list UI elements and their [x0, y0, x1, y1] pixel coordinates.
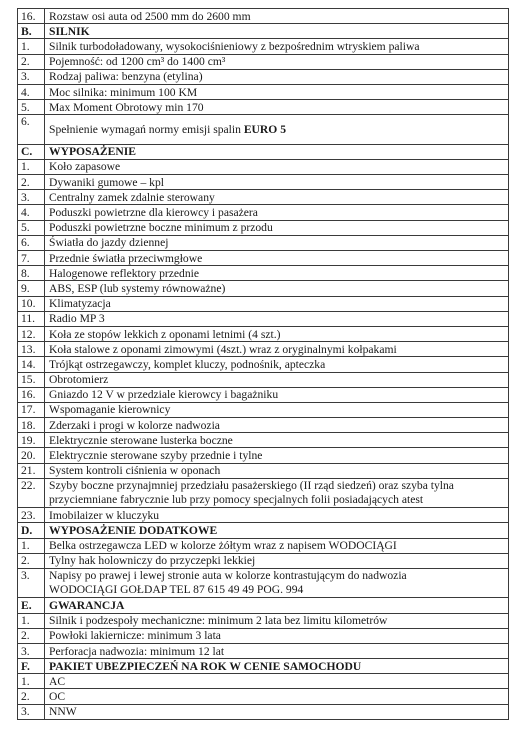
- table-row: [18, 372, 509, 387]
- table-row: [18, 69, 509, 84]
- table-row: [18, 508, 509, 523]
- table-row: [18, 463, 509, 478]
- row-description: Klimatyzacja: [45, 296, 509, 311]
- table-row: [18, 433, 509, 448]
- row-number: 15.: [18, 372, 45, 387]
- section-letter: C.: [18, 144, 45, 159]
- row-description: Koło zapasowe: [45, 159, 509, 174]
- row-number: 17.: [18, 402, 45, 417]
- row-number: 21.: [18, 463, 45, 478]
- section-letter: D.: [18, 523, 45, 538]
- section-header-row: [18, 659, 509, 674]
- row-description: Perforacja nadwozia: minimum 12 lat: [45, 643, 509, 658]
- row-number: 3.: [18, 568, 45, 597]
- table-row: [18, 175, 509, 190]
- table-row: [18, 448, 509, 463]
- row-description: [45, 568, 509, 597]
- row-number: 7.: [18, 251, 45, 266]
- row-number: 9.: [18, 281, 45, 296]
- row-description: NNW: [45, 704, 509, 719]
- row-number: 3.: [18, 643, 45, 658]
- section-header-row: [18, 24, 509, 39]
- section-letter: B.: [18, 24, 45, 39]
- row-description: Gniazdo 12 V w przedziale kierowcy i bagażniku: [45, 387, 509, 402]
- table-row: [18, 296, 509, 311]
- row-description: Radio MP 3: [45, 311, 509, 326]
- row-number: 1.: [18, 39, 45, 54]
- table-row: [18, 100, 509, 115]
- table-row: [18, 9, 509, 24]
- row-description: Zderzaki i progi w kolorze nadwozia: [45, 418, 509, 433]
- table-row: [18, 628, 509, 643]
- row-description: Belka ostrzegawcza LED w kolorze żółtym wraz z napisem WODOCIĄGI: [45, 538, 509, 553]
- table-row: [18, 643, 509, 658]
- table-row: [18, 311, 509, 326]
- row-number: 16.: [18, 9, 45, 24]
- row-number: 18.: [18, 418, 45, 433]
- description-line: Napisy po prawej i lewej stronie auta w kolorze kontrastującym do nadwozia: [49, 568, 407, 582]
- row-number: 3.: [18, 69, 45, 84]
- section-title: WYPOSAŻENIE DODATKOWE: [45, 523, 509, 538]
- table-row: [18, 190, 509, 205]
- section-header-row: [18, 523, 509, 538]
- table-row: [18, 84, 509, 99]
- row-description: Wspomaganie kierownicy: [45, 402, 509, 417]
- row-description: [45, 115, 509, 144]
- specification-table-body: [18, 9, 509, 720]
- row-number: 2.: [18, 628, 45, 643]
- row-description: Koła stalowe z oponami zimowymi (4szt.) wraz z oryginalnymi kołpakami: [45, 342, 509, 357]
- row-description: Centralny zamek zdalnie sterowany: [45, 190, 509, 205]
- row-number: 1.: [18, 613, 45, 628]
- row-number: 2.: [18, 689, 45, 704]
- row-number: 13.: [18, 342, 45, 357]
- row-description: AC: [45, 674, 509, 689]
- table-row: [18, 357, 509, 372]
- row-number: 23.: [18, 508, 45, 523]
- table-row: [18, 478, 509, 507]
- table-row: [18, 568, 509, 597]
- table-row: [18, 538, 509, 553]
- row-description: Imobilaizer w kluczyku: [45, 508, 509, 523]
- row-description: Światła do jazdy dziennej: [45, 235, 509, 250]
- table-row: [18, 613, 509, 628]
- row-number: 20.: [18, 448, 45, 463]
- section-letter: F.: [18, 659, 45, 674]
- row-description: Halogenowe reflektory przednie: [45, 266, 509, 281]
- row-description: System kontroli ciśnienia w oponach: [45, 463, 509, 478]
- specification-table: [17, 8, 509, 720]
- table-row: [18, 553, 509, 568]
- description-line: Szyby boczne przynajmniej przedziału pasażerskiego (II rząd siedzeń) oraz szyba tylna: [49, 478, 454, 492]
- section-title: WYPOSAŻENIE: [45, 144, 509, 159]
- row-number: 12.: [18, 326, 45, 341]
- table-row: [18, 220, 509, 235]
- row-number: 8.: [18, 266, 45, 281]
- table-row: [18, 326, 509, 341]
- section-title: PAKIET UBEZPIECZEŃ NA ROK W CENIE SAMOCHODU: [45, 659, 509, 674]
- row-description: Rozstaw osi auta od 2500 mm do 2600 mm: [45, 9, 509, 24]
- description-line: WODOCIĄGI GOŁDAP TEL 87 615 49 49 POG. 994: [49, 582, 304, 596]
- section-header-row: [18, 144, 509, 159]
- row-number: 2.: [18, 553, 45, 568]
- row-description: [45, 478, 509, 507]
- row-description: Trójkąt ostrzegawczy, komplet kluczy, podnośnik, apteczka: [45, 357, 509, 372]
- row-number: 11.: [18, 311, 45, 326]
- section-header-row: [18, 598, 509, 613]
- row-description: Poduszki powietrzne boczne minimum z przodu: [45, 220, 509, 235]
- row-description: Rodzaj paliwa: benzyna (etylina): [45, 69, 509, 84]
- section-title: GWARANCJA: [45, 598, 509, 613]
- table-row: [18, 387, 509, 402]
- row-number: 16.: [18, 387, 45, 402]
- row-description: Dywaniki gumowe – kpl: [45, 175, 509, 190]
- section-letter: E.: [18, 598, 45, 613]
- table-row: [18, 115, 509, 144]
- row-number: 6.: [18, 235, 45, 250]
- row-number: 1.: [18, 538, 45, 553]
- row-description: Koła ze stopów lekkich z oponami letnimi (4 szt.): [45, 326, 509, 341]
- row-number: 2.: [18, 175, 45, 190]
- row-number: 3.: [18, 190, 45, 205]
- row-number: 5.: [18, 220, 45, 235]
- table-row: [18, 704, 509, 719]
- row-number: 1.: [18, 159, 45, 174]
- row-description: Przednie światła przeciwmgłowe: [45, 251, 509, 266]
- row-number: 3.: [18, 704, 45, 719]
- description-line: przyciemniane fabrycznie lub przy pomocy specjalnych folii posiadających atest: [49, 492, 424, 506]
- row-description: Max Moment Obrotowy min 170: [45, 100, 509, 115]
- row-number: 19.: [18, 433, 45, 448]
- row-number: 2.: [18, 54, 45, 69]
- row-description: Silnik i podzespoły mechaniczne: minimum 2 lata bez limitu kilometrów: [45, 613, 509, 628]
- table-row: [18, 342, 509, 357]
- row-description: Tylny hak holowniczy do przyczepki lekkiej: [45, 553, 509, 568]
- table-row: [18, 54, 509, 69]
- row-description: Silnik turbodoładowany, wysokociśnieniowy z bezpośrednim wtryskiem paliwa: [45, 39, 509, 54]
- table-row: [18, 251, 509, 266]
- table-row: [18, 159, 509, 174]
- table-row: [18, 418, 509, 433]
- table-row: [18, 39, 509, 54]
- row-number: 4.: [18, 205, 45, 220]
- row-number: 14.: [18, 357, 45, 372]
- table-row: [18, 235, 509, 250]
- row-description: Pojemność: od 1200 cm³ do 1400 cm³: [45, 54, 509, 69]
- row-number: 4.: [18, 84, 45, 99]
- table-row: [18, 281, 509, 296]
- row-number: 22.: [18, 478, 45, 507]
- row-description: ABS, ESP (lub systemy równoważne): [45, 281, 509, 296]
- table-row: [18, 402, 509, 417]
- row-number: 10.: [18, 296, 45, 311]
- row-description: Poduszki powietrzne dla kierowcy i pasażera: [45, 205, 509, 220]
- table-row: [18, 205, 509, 220]
- row-description: OC: [45, 689, 509, 704]
- table-row: [18, 266, 509, 281]
- row-number: 6.: [18, 115, 45, 144]
- table-row: [18, 674, 509, 689]
- emission-standard: EURO 5: [243, 123, 287, 136]
- row-description: Elektrycznie sterowane lusterka boczne: [45, 433, 509, 448]
- row-description: Powłoki lakiernicze: minimum 3 lata: [45, 628, 509, 643]
- description-text: Spełnienie wymagań normy emisji spalin: [49, 123, 244, 136]
- table-row: [18, 689, 509, 704]
- row-description: Moc silnika: minimum 100 KM: [45, 84, 509, 99]
- row-description: Obrotomierz: [45, 372, 509, 387]
- row-description: Elektrycznie sterowane szyby przednie i tylne: [45, 448, 509, 463]
- row-number: 5.: [18, 100, 45, 115]
- row-number: 1.: [18, 674, 45, 689]
- section-title: SILNIK: [45, 24, 509, 39]
